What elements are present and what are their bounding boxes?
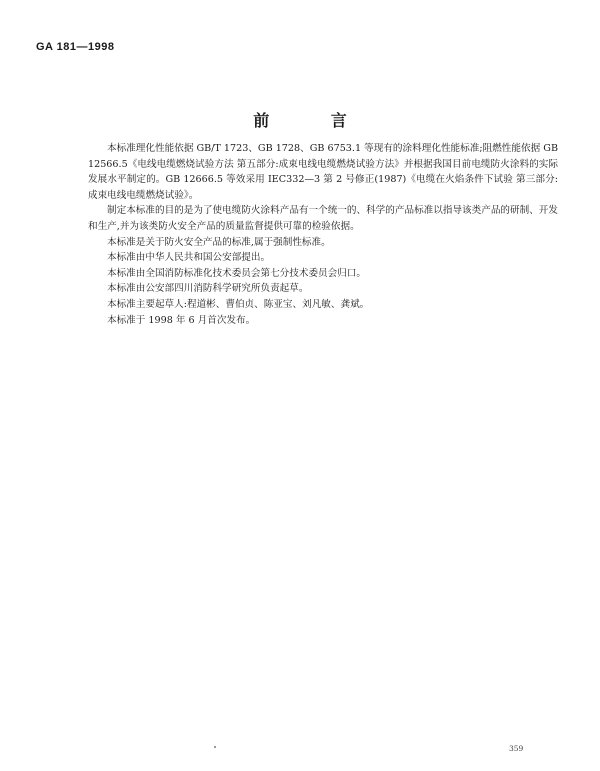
- foreword-body: [88, 141, 558, 328]
- paragraph-proposer: 本标准由中华人民共和国公安部提出。: [107, 252, 271, 264]
- paragraph-mandatory: 本标准是关于防火安全产品的标准,属于强制性标准。: [107, 236, 331, 248]
- scan-speck: [214, 746, 216, 748]
- standard-code: GA 181—1998: [36, 41, 115, 53]
- paragraph-drafting-unit: 本标准由公安部四川消防科学研究所负责起草。: [107, 283, 309, 295]
- paragraph-basis: 本标准理化性能依据 GB/T 1723、GB 1728、GB 6753.1 等现有的涂料理化性能标准;阻燃性能依据 GB 12566.5《电线电缆燃烧试验方法 第五部分:成束电线电缆燃烧试验方法》并根据我国目前电缆防火涂料的实际发展水平制定的。GB 12666.5 等效采用 IEC332—3 第 2 号修正(1987)《电缆在火焰条件下试验 第三部分:成束电线电缆燃烧试验》。: [88, 143, 558, 201]
- paragraph-release: 本标准于 1998 年 6 月首次发布。: [107, 314, 256, 326]
- paragraph-purpose: 制定本标准的目的是为了使电缆防火涂料产品有一个统一的、科学的产品标准以指导该类产品的研制、开发和生产,并为该类防火安全产品的质量监督提供可靠的检验依据。: [88, 205, 558, 232]
- page-title: 前 言: [253, 111, 375, 130]
- paragraph-committee: 本标准由全国消防标准化技术委员会第七分技术委员会归口。: [107, 267, 367, 279]
- paragraph-drafters: 本标准主要起草人:程道彬、曹伯贞、陈亚宝、刘凡敏、龚斌。: [107, 298, 370, 310]
- page-number: 359: [509, 744, 524, 753]
